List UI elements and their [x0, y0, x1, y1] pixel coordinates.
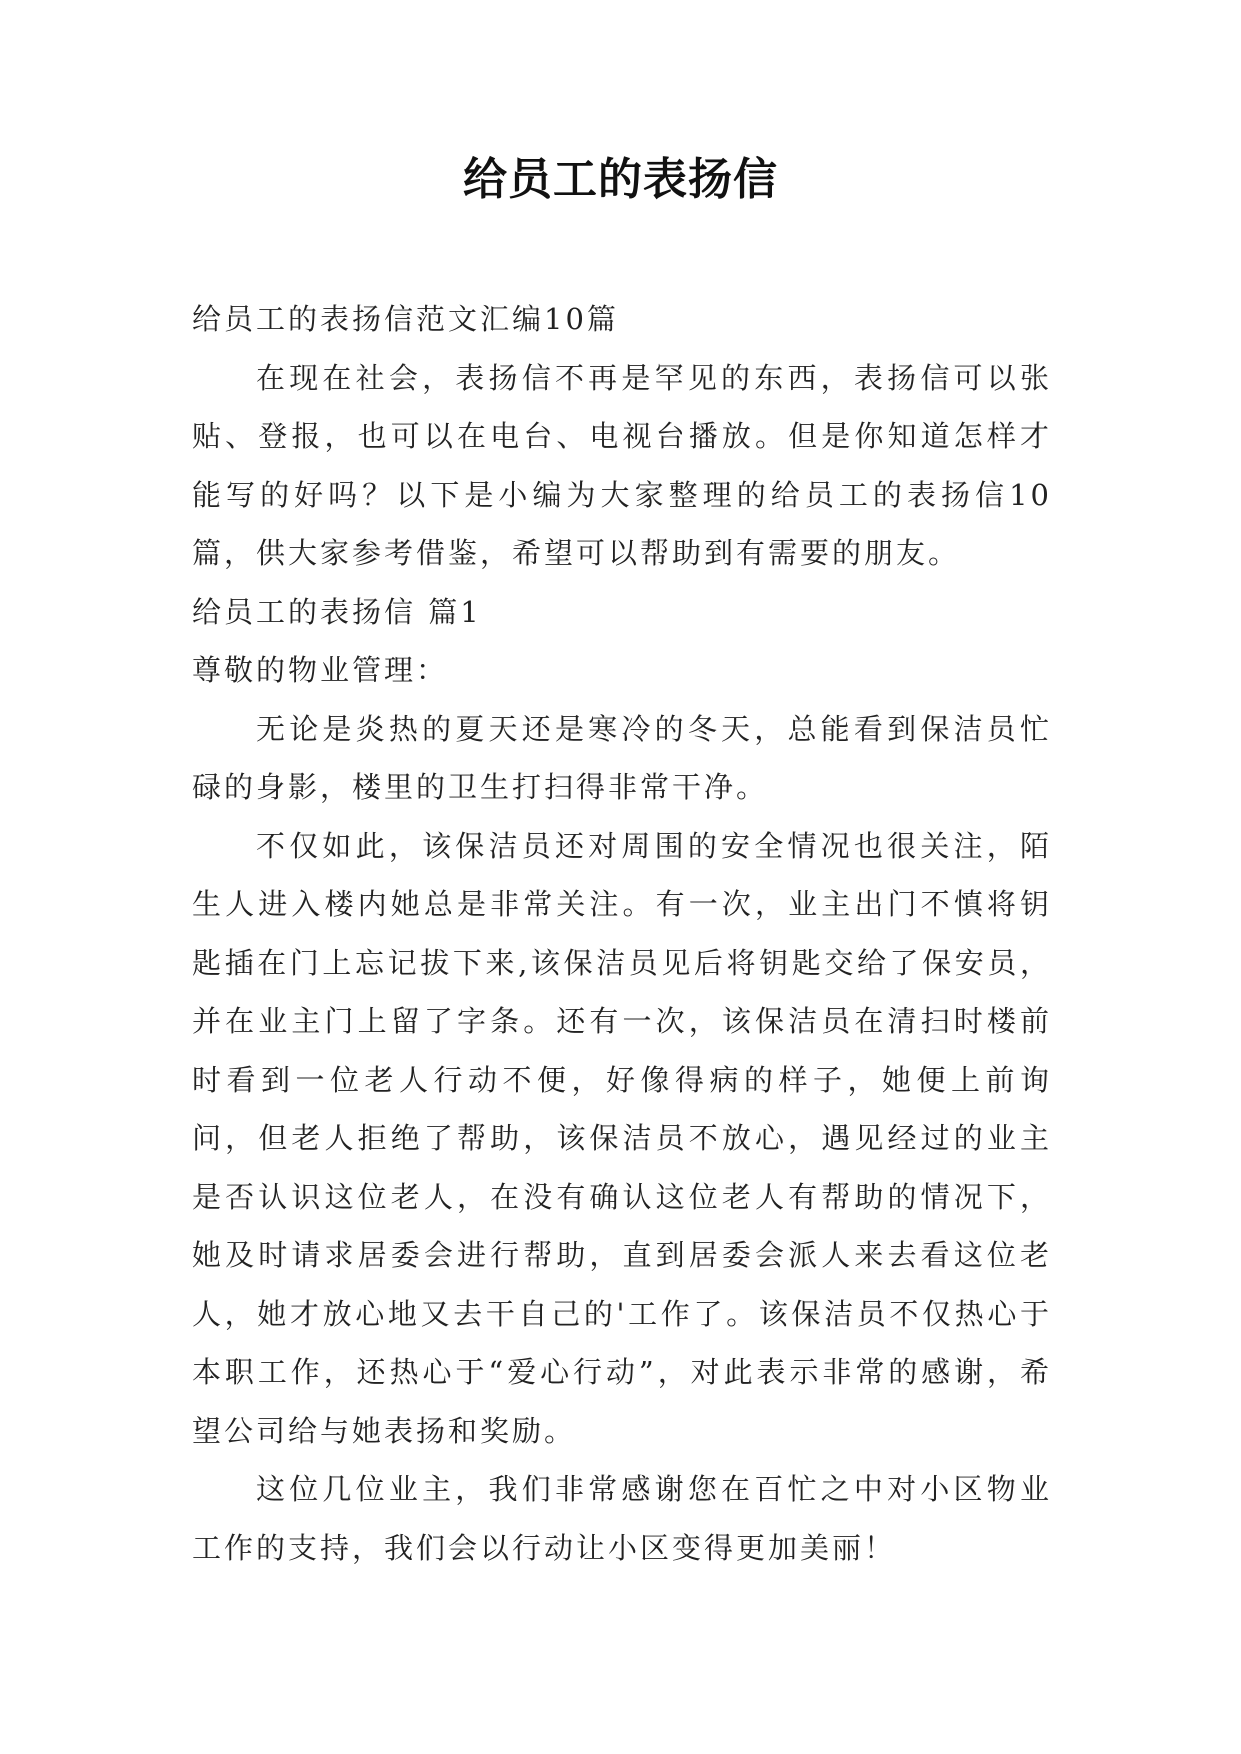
document-body	[192, 290, 1052, 1577]
salutation: 尊敬的物业管理：	[192, 653, 449, 687]
intro-paragraph: 在现在社会，表扬信不再是罕见的东西，表扬信可以张贴、登报，也可以在电台、电视台播放。但是你知道怎样才能写的好吗？以下是小编为大家整理的给员工的表扬信10篇，供大家参考借鉴，希望可以帮助到有需要的朋友。	[192, 360, 1052, 570]
document-title: 给员工的表扬信	[463, 154, 778, 205]
body-paragraph: 这位几位业主，我们非常感谢您在百忙之中对小区物业工作的支持，我们会以行动让小区变得更加美丽！	[192, 1472, 1052, 1565]
body-paragraph: 无论是炎热的夏天还是寒冷的冬天，总能看到保洁员忙碌的身影，楼里的卫生打扫得非常干净。	[192, 711, 1052, 804]
body-paragraph: 不仅如此，该保洁员还对周围的安全情况也很关注，陌生人进入楼内她总是非常关注。有一次，业主出门不慎将钥匙插在门上忘记拔下来,该保洁员见后将钥匙交给了保安员，并在业主门上留了字条。还有一次，该保洁员在清扫时楼前时看到一位老人行动不便，好像得病的样子，她便上前询问，但老人拒绝了帮助，该保洁员不放心，遇见经过的业主是否认识这位老人，在没有确认这位老人有帮助的情况下，她及时请求居委会进行帮助，直到居委会派人来去看这位老人，她才放心地又去干自己的'工作了。该保洁员不仅热心于本职工作，还热心于“爱心行动”，对此表示非常的感谢，希望公司给与她表扬和奖励。	[192, 828, 1052, 1448]
section-heading: 给员工的表扬信 篇1	[192, 594, 482, 629]
document-subtitle: 给员工的表扬信范文汇编10篇	[192, 302, 619, 336]
